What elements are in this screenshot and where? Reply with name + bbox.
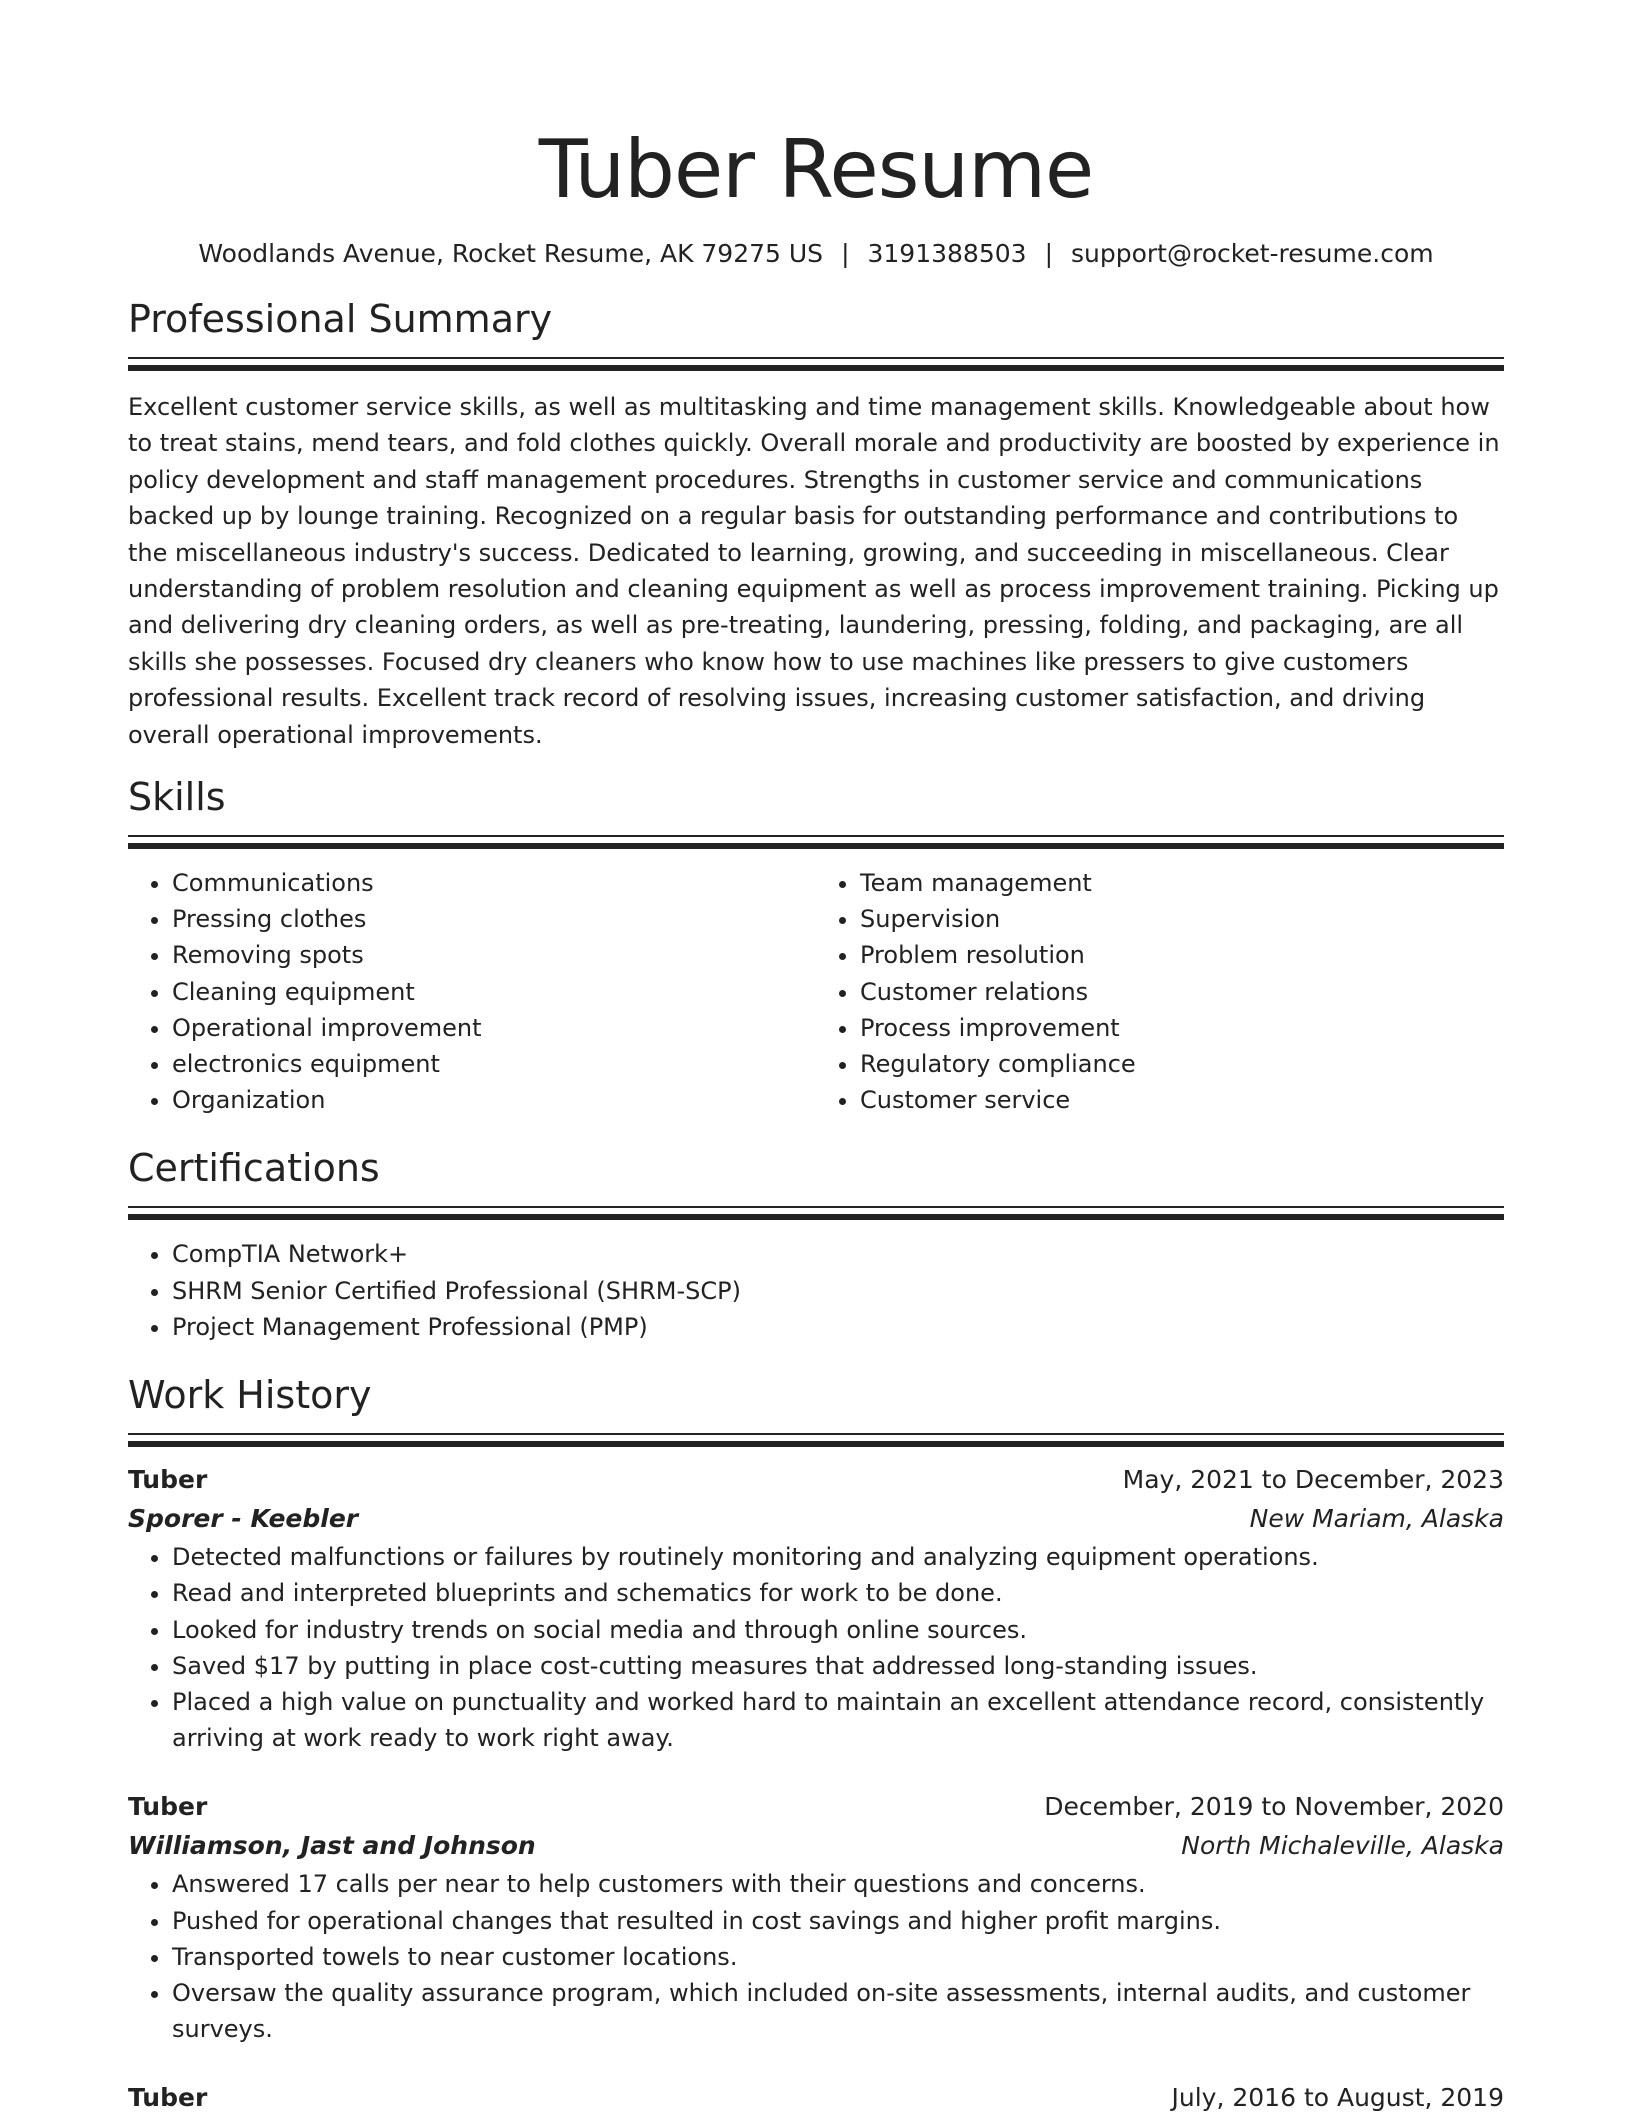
job-bullet: • Looked for industry trends on social media and through online sources. [172,1612,1504,1648]
section-rule-thick [128,843,1504,849]
job-header [128,2079,1504,2112]
skill-item: • Team management [860,865,1504,901]
job-title: Tuber [128,2083,208,2112]
skill-item: • Process improvement [860,1010,1504,1046]
job-entry [128,1788,1504,2047]
summary-heading: Professional Summary [128,297,553,341]
resume-content [128,0,1504,2112]
summary-text: Excellent customer service skills, as well as multitasking and time management skills. Knowledgeable about how to treat stains, mend tears, and fold clothes quickly. Overall morale and productivity are boosted by experience in policy development and staff management procedures. Strengths in customer service and communications backed up by lounge training. Recognized on a regular basis for outstanding performance and contributions to the miscellaneous industry's success. Dedicated to learning, growing, and succeeding in miscellaneous. Clear understanding of problem resolution and cleaning equipment as well as process improvement training. Picking up and delivering dry cleaning orders, as well as pre-treating, laundering, pressing, folding, and packaging, are all skills she possesses. Focused dry cleaners who know how to use machines like pressers to give customers professional results. Excellent track record of resolving issues, increasing customer satisfaction, and driving overall operational improvements. [128,393,1500,749]
section-rule [128,835,1504,837]
job-header [128,1461,1504,1499]
skills-list-right [816,865,1504,1118]
job-location: North Michaleville, Alaska [1181,1831,1504,1861]
job-bullets [128,1539,1504,1756]
job-bullet: • Answered 17 calls per near to help customers with their questions and concerns. [172,1866,1504,1902]
skill-item: • Cleaning equipment [172,974,816,1010]
skill-item: • Regulatory compliance [860,1046,1504,1082]
section-rule-thick [128,365,1504,371]
job-title: Tuber [128,1792,208,1822]
skill-item: • Pressing clothes [172,901,816,937]
work-section [128,1371,1504,2112]
contact-address: Woodlands Avenue, Rocket Resume, AK 79275 US [198,239,824,268]
certifications-list [128,1236,1504,1345]
job-bullet: • Saved $17 by putting in place cost-cutting measures that addressed long-standing issues. [172,1648,1504,1684]
section-rule-thick [128,1214,1504,1220]
certification-item: • SHRM Senior Certified Professional (SHRM-SCP) [172,1273,1504,1309]
job-entry [128,2079,1504,2112]
job-bullet: • Pushed for operational changes that resulted in cost savings and higher profit margins. [172,1903,1504,1939]
skills-list-left [128,865,816,1118]
section-rule-thick [128,1441,1504,1447]
skills-heading: Skills [128,775,226,820]
skills-columns [128,865,1504,1118]
skill-item: • Supervision [860,901,1504,937]
skill-item: • Removing spots [172,937,816,973]
job-dates: May, 2021 to December, 2023 [1122,1465,1504,1495]
certifications-heading: Certifications [128,1146,380,1191]
skill-item: • Organization [172,1082,816,1118]
skill-item: • Operational improvement [172,1010,816,1046]
job-dates: July, 2016 to August, 2019 [1171,2083,1504,2112]
job-bullet: • Detected malfunctions or failures by routinely monitoring and analyzing equipment operations. [172,1539,1504,1575]
section-rule [128,357,1504,359]
certification-item: • CompTIA Network+ [172,1236,1504,1272]
job-company: Sporer - Keebler [128,1504,359,1534]
section-rule [128,1206,1504,1208]
contact-phone[interactable]: 3191388503 [867,239,1027,268]
job-entry [128,1461,1504,1756]
job-bullets [128,1866,1504,2047]
section-rule [128,1433,1504,1435]
certification-item: • Project Management Professional (PMP) [172,1309,1504,1345]
contact-separator: | [1044,239,1053,268]
skill-item: • Customer service [860,1082,1504,1118]
job-subheader [128,1826,1504,1866]
skill-item: • Problem resolution [860,937,1504,973]
contact-separator: | [841,239,850,268]
job-bullet: • Placed a high value on punctuality and worked hard to maintain an excellent attendance record, consistently arriving at work ready to work right away. [172,1684,1504,1756]
skills-section [128,773,1504,1118]
job-subheader [128,1499,1504,1539]
skill-item: • electronics equipment [172,1046,816,1082]
certifications-section [128,1144,1504,1345]
contact-email[interactable]: support@rocket-resume.com [1071,239,1434,268]
job-bullet: • Transported towels to near customer locations. [172,1939,1504,1975]
contact-line [128,237,1504,271]
work-heading: Work History [128,1373,372,1418]
job-dates: December, 2019 to November, 2020 [1044,1792,1504,1822]
skill-item: • Customer relations [860,974,1504,1010]
job-bullet: • Read and interpreted blueprints and schematics for work to be done. [172,1575,1504,1611]
skill-item: • Communications [172,865,816,901]
resume-name: Tuber Resume [538,123,1094,216]
job-header [128,1788,1504,1826]
summary-section [128,295,1504,753]
job-bullet: • Oversaw the quality assurance program, which included on-site assessments, internal audits, and customer surveys. [172,1975,1504,2047]
job-company: Williamson, Jast and Johnson [128,1831,536,1861]
job-title: Tuber [128,1465,208,1495]
job-location: New Mariam, Alaska [1249,1504,1504,1534]
